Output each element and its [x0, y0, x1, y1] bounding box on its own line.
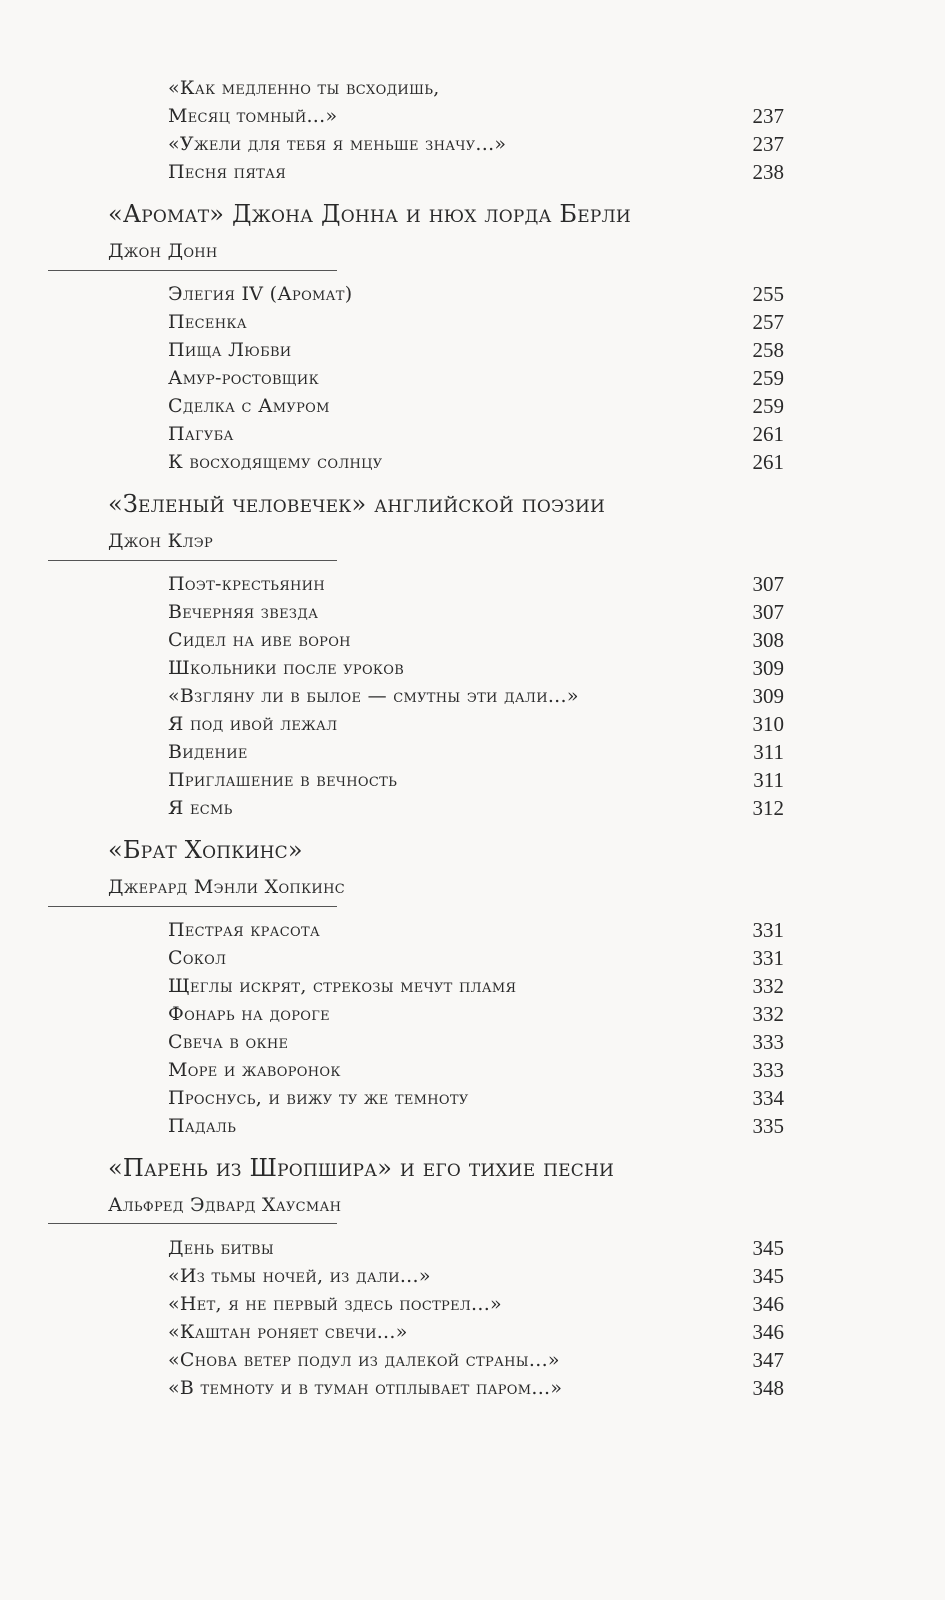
toc-entry-title: Песенка [168, 311, 247, 333]
toc-entry [168, 1084, 784, 1112]
toc-entry [168, 1056, 784, 1084]
section-title: «Зеленый человечек» английской поэзии [108, 490, 606, 518]
toc-entry-title: Свеча в окне [168, 1031, 289, 1053]
toc-entry-title: День битвы [168, 1237, 274, 1259]
toc-entry-page: 332 [752, 974, 784, 998]
toc-entry-title: Видение [168, 741, 248, 763]
toc-entry [168, 1318, 784, 1346]
toc-entry-page: 259 [752, 366, 784, 390]
section-author: Джерард Мэнли Хопкинс [108, 876, 345, 898]
toc-entry-page: 237 [752, 132, 784, 156]
toc-entry-title: «Каштан роняет свечи...» [168, 1321, 408, 1343]
toc-entry [168, 682, 784, 710]
section-author: Альфред Эдвард Хаусман [108, 1194, 342, 1216]
toc-entry-page: 309 [752, 656, 784, 680]
toc-entry-title: «Из тьмы ночей, из дали...» [168, 1265, 431, 1287]
toc-entry-page: 331 [752, 918, 784, 942]
section-author: Джон Клэр [108, 530, 214, 552]
toc-entry-page: 312 [752, 796, 784, 820]
toc-entry-title: К восходящему солнцу [168, 451, 383, 473]
toc-entry [168, 364, 784, 392]
toc-entry-title: Проснусь, и вижу ту же темноту [168, 1087, 469, 1109]
toc-entry-title: «Нет, я не первый здесь пострел...» [168, 1293, 502, 1315]
toc-entry [168, 598, 784, 626]
toc-entry-page: 346 [752, 1292, 784, 1316]
toc-entry [168, 570, 784, 598]
toc-entry-page: 311 [753, 768, 784, 792]
section-title: «Парень из Шропшира» и его тихие песни [108, 1154, 615, 1182]
toc-entry [168, 1234, 784, 1262]
toc-entry-page: 345 [752, 1264, 784, 1288]
toc-entry-page: 333 [752, 1030, 784, 1054]
toc-entry [168, 420, 784, 448]
section-divider [48, 560, 337, 561]
toc-entry [168, 626, 784, 654]
toc-entry [168, 130, 784, 158]
toc-entry [168, 1000, 784, 1028]
toc-entry-title: Я есмь [168, 797, 233, 819]
toc-entry-title: «Как медленно ты всходишь, [168, 77, 440, 99]
toc-entry [168, 1290, 784, 1318]
section-title: «Брат Хопкинс» [108, 836, 303, 864]
toc-entry-page: 331 [752, 946, 784, 970]
toc-entry-title: Амур-ростовщик [168, 367, 319, 389]
toc-entry [168, 944, 784, 972]
toc-entry-page: 259 [752, 394, 784, 418]
toc-entry-title: Вечерняя звезда [168, 601, 319, 623]
toc-entry-title: Пагуба [168, 423, 234, 445]
toc-entry-title: «В темноту и в туман отплывает паром...» [168, 1377, 563, 1399]
toc-entry-page: 238 [752, 160, 784, 184]
toc-entry-title: Сделка с Амуром [168, 395, 330, 417]
toc-entry-page: 347 [752, 1348, 784, 1372]
section-title: «Аромат» Джона Донна и нюх лорда Берли [108, 200, 631, 228]
toc-entry [168, 158, 784, 186]
section-divider [48, 270, 337, 271]
toc-entry-page: 237 [752, 104, 784, 128]
toc-entry-title: Фонарь на дороге [168, 1003, 330, 1025]
section-divider [48, 1223, 337, 1224]
toc-entry [168, 710, 784, 738]
toc-entry [168, 654, 784, 682]
toc-entry-title: Сидел на иве ворон [168, 629, 351, 651]
toc-entry-page: 310 [752, 712, 784, 736]
toc-entry-title: Месяц томный...» [168, 105, 338, 127]
toc-entry-page: 348 [752, 1376, 784, 1400]
toc-entry [168, 280, 784, 308]
section-divider [48, 906, 337, 907]
toc-entry-page: 334 [752, 1086, 784, 1110]
toc-entry [168, 766, 784, 794]
toc-entry-page: 308 [752, 628, 784, 652]
toc-entry-page: 332 [752, 1002, 784, 1026]
toc-entry-title: Поэт-крестьянин [168, 573, 325, 595]
toc-entry [168, 74, 784, 102]
toc-entry-page: 307 [752, 572, 784, 596]
toc-entry-title: «Взгляну ли в былое — смутны эти дали...» [168, 685, 579, 707]
toc-entry [168, 336, 784, 364]
toc-entry [168, 794, 784, 822]
toc-entry-title: Море и жаворонок [168, 1059, 341, 1081]
toc-entry [168, 308, 784, 336]
toc-entry-page: 258 [752, 338, 784, 362]
toc-entry-title: «Снова ветер подул из далекой страны...» [168, 1349, 560, 1371]
toc-entry-page: 261 [752, 422, 784, 446]
toc-entry-title: Щеглы искрят, стрекозы мечут пламя [168, 975, 517, 997]
toc-entry-page: 255 [752, 282, 784, 306]
toc-entry-page: 311 [753, 740, 784, 764]
toc-entry-page: 257 [752, 310, 784, 334]
toc-entry-title: Элегия IV (Аромат) [168, 283, 353, 305]
toc-entry-title: Школьники после уроков [168, 657, 405, 679]
toc-entry [168, 1028, 784, 1056]
section-author: Джон Донн [108, 240, 218, 262]
toc-entry [168, 1346, 784, 1374]
toc-entry [168, 448, 784, 476]
toc-entry-title: Сокол [168, 947, 227, 969]
toc-entry-title: «Ужели для тебя я меньше значу...» [168, 133, 507, 155]
toc-entry-page: 261 [752, 450, 784, 474]
toc-entry-title: Пища Любви [168, 339, 292, 361]
toc-entry [168, 1112, 784, 1140]
toc-entry-page: 333 [752, 1058, 784, 1082]
toc-entry-title: Песня пятая [168, 161, 287, 183]
toc-entry [168, 392, 784, 420]
toc-entry-title: Пестрая красота [168, 919, 321, 941]
toc-entry-page: 346 [752, 1320, 784, 1344]
toc-entry-title: Я под ивой лежал [168, 713, 338, 735]
toc-entry [168, 916, 784, 944]
toc-entry-page: 335 [752, 1114, 784, 1138]
toc-entry-title: Приглашение в вечность [168, 769, 398, 791]
toc-entry-page: 307 [752, 600, 784, 624]
toc-entry-page: 309 [752, 684, 784, 708]
toc-entry [168, 102, 784, 130]
toc-entry [168, 1262, 784, 1290]
toc-entry [168, 972, 784, 1000]
toc-entry [168, 1374, 784, 1402]
toc-entry [168, 738, 784, 766]
toc-entry-page: 345 [752, 1236, 784, 1260]
toc-entry-title: Падаль [168, 1115, 237, 1137]
